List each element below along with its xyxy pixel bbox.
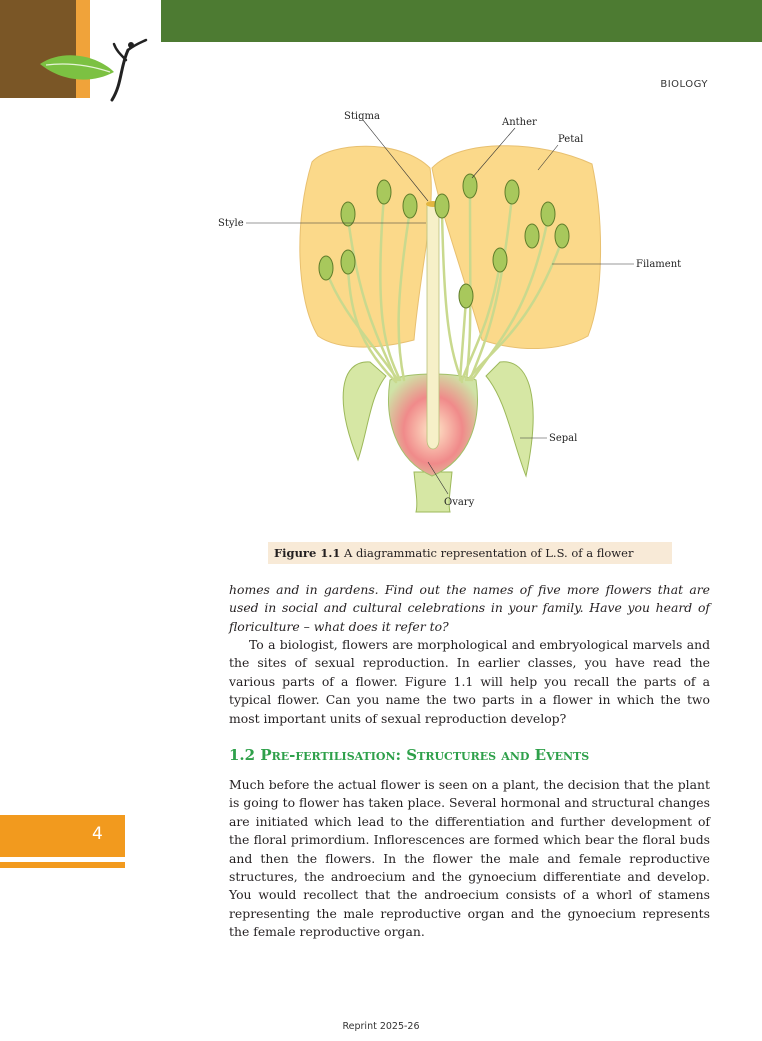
label-style: Style xyxy=(218,218,244,229)
figure-caption-number: Figure 1.1 xyxy=(274,546,341,560)
label-petal: Petal xyxy=(558,134,584,145)
subject-header-label: BIOLOGY xyxy=(660,79,708,90)
flower-ls-diagram xyxy=(200,100,700,530)
body-paragraph-1: To a biologist, flowers are morphological and embryological marvels and the sites of sexual reproduction. In earlier classes, you have read the various parts of a flower. Figure 1.1 will help you recall the parts of a typical flower. Can you name the two parts in a flower in which the two most important units of sexual reproduction develop? xyxy=(229,637,710,726)
page-number-underline xyxy=(0,862,125,868)
body-paragraph-2: Much before the actual flower is seen on a plant, the decision that the plant is going to flower has taken place. Several hormonal and structural changes are initiated which lead to the differentiation and further development of the floral primordium. Inflorescences are formed which bear the floral buds and then the flowers. In the flower the male and female reproductive structures, the androecium and the gynoecium differentiate and develop. You would recollect that the androecium consists of a whorl of stamens representing the male reproductive organ and the gynoecium represents the female reproductive organ. xyxy=(229,777,710,940)
label-filament: Filament xyxy=(636,259,682,270)
italic-paragraph: homes and in gardens. Find out the names of five more flowers that are used in social and cultural celebrations in your family. Have you heard of floriculture – what does it refer to? xyxy=(229,582,710,634)
label-anther: Anther xyxy=(502,117,537,128)
leaf-figure-logo xyxy=(36,38,156,108)
figure-caption xyxy=(268,542,672,564)
figure-caption-text: A diagrammatic representation of L.S. of a flower xyxy=(340,546,634,560)
label-stigma: Stigma xyxy=(344,111,380,122)
footer-reprint: Reprint 2025-26 xyxy=(342,1021,420,1032)
header-green-bar xyxy=(161,0,762,42)
label-sepal: Sepal xyxy=(549,433,578,444)
label-ovary: Ovary xyxy=(444,497,475,508)
petals xyxy=(300,146,601,349)
section-heading: 1.2 Pre-fertilisation: Structures and Events xyxy=(229,746,590,764)
style-shape xyxy=(427,204,439,449)
page-number: 4 xyxy=(92,824,103,844)
page-number-tab xyxy=(0,815,125,857)
